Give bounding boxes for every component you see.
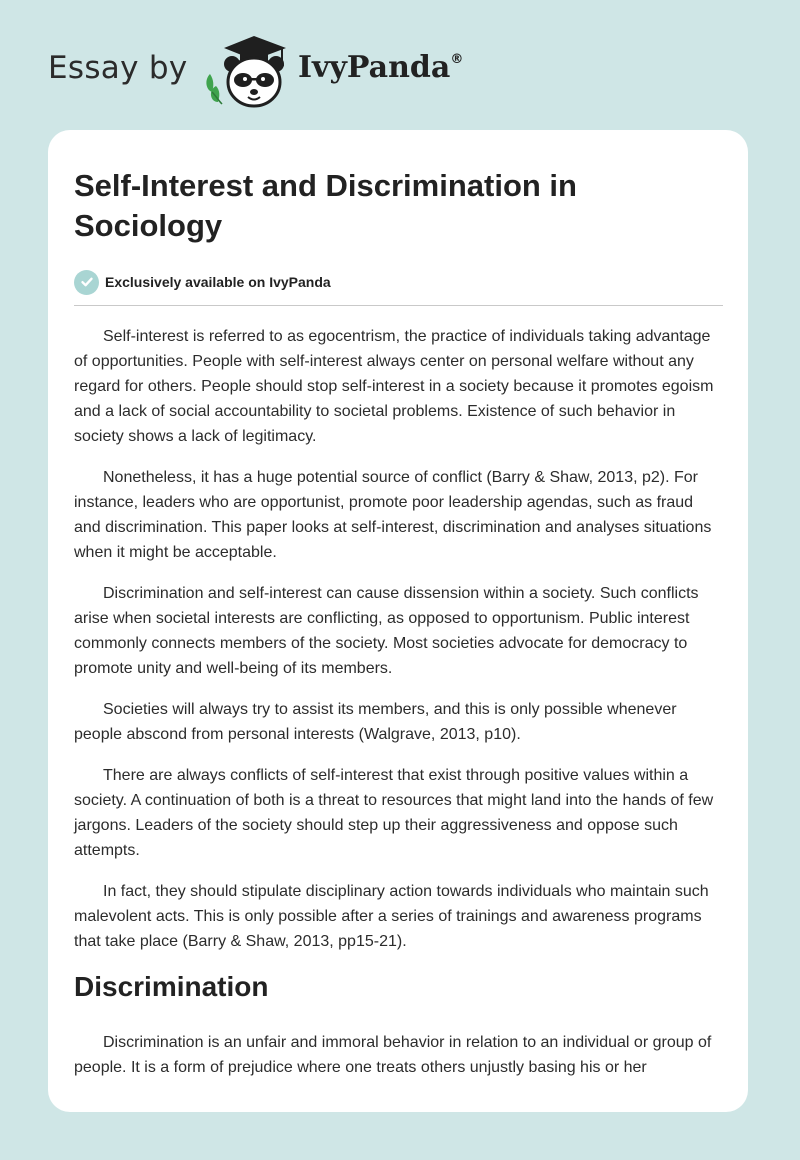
essay-paragraph: Nonetheless, it has a huge potential source of conflict (Barry & Shaw, 2013, p2). For instance, leaders who are opportunist, promote poor leadership agendas, such as fraud and discrimination. This paper looks at self-interest, discrimination and analyses situations when it might be acceptable. bbox=[74, 469, 712, 561]
panda-graduate-icon[interactable] bbox=[202, 34, 294, 110]
exclusive-badge bbox=[74, 268, 723, 296]
essay-by-label: Essay by bbox=[48, 50, 188, 86]
exclusive-badge-label: Exclusively available on IvyPanda bbox=[105, 274, 331, 290]
check-circle-icon bbox=[74, 270, 99, 295]
essay-card bbox=[48, 130, 748, 1112]
brand-header bbox=[48, 34, 508, 114]
essay-paragraph: In fact, they should stipulate disciplinary action towards individuals who maintain such malevolent acts. This is only possible after a series of trainings and awareness programs that take place (Barry & Shaw, 2013, pp15-21). bbox=[74, 883, 709, 950]
essay-paragraph: Self-interest is referred to as egocentrism, the practice of individuals taking advantage of opportunities. People with self-interest always center on personal welfare without any regard for others. People should stop self-interest in a society because it promotes egoism and a lack of social accountability to societal problems. Existence of such behavior in society shows a lack of legitimacy. bbox=[74, 328, 714, 445]
section-heading-discrimination: Discrimination bbox=[74, 971, 269, 1002]
registered-mark: ® bbox=[450, 52, 464, 67]
ivypanda-logo-text[interactable]: IvyPanda® bbox=[298, 50, 464, 85]
essay-paragraph: There are always conflicts of self-interest that exist through positive values within a society. A continuation of both is a threat to resources that might land into the hands of few jargons. Leaders of the society should step up their aggressiveness and oppose such attempts. bbox=[74, 767, 714, 859]
page-title: Self-Interest and Discrimination in Sociology bbox=[74, 168, 577, 243]
essay-paragraph: Discrimination and self-interest can cause dissension within a society. Such conflicts arise when societal interests are conflicting, as opposed to opportunism. Public interest commonly connects members of the society. Most societies advocate for democracy to promote unity and well-being of its members. bbox=[74, 585, 699, 677]
essay-paragraph: Discrimination is an unfair and immoral behavior in relation to an individual or group of people. It is a form of prejudice where one treats others unjustly basing his or her bbox=[74, 1034, 712, 1076]
essay-paragraph: Societies will always try to assist its members, and this is only possible whenever people abscond from personal interests (Walgrave, 2013, p10). bbox=[74, 701, 677, 743]
essay-body bbox=[74, 324, 723, 1080]
title-divider bbox=[74, 305, 723, 306]
